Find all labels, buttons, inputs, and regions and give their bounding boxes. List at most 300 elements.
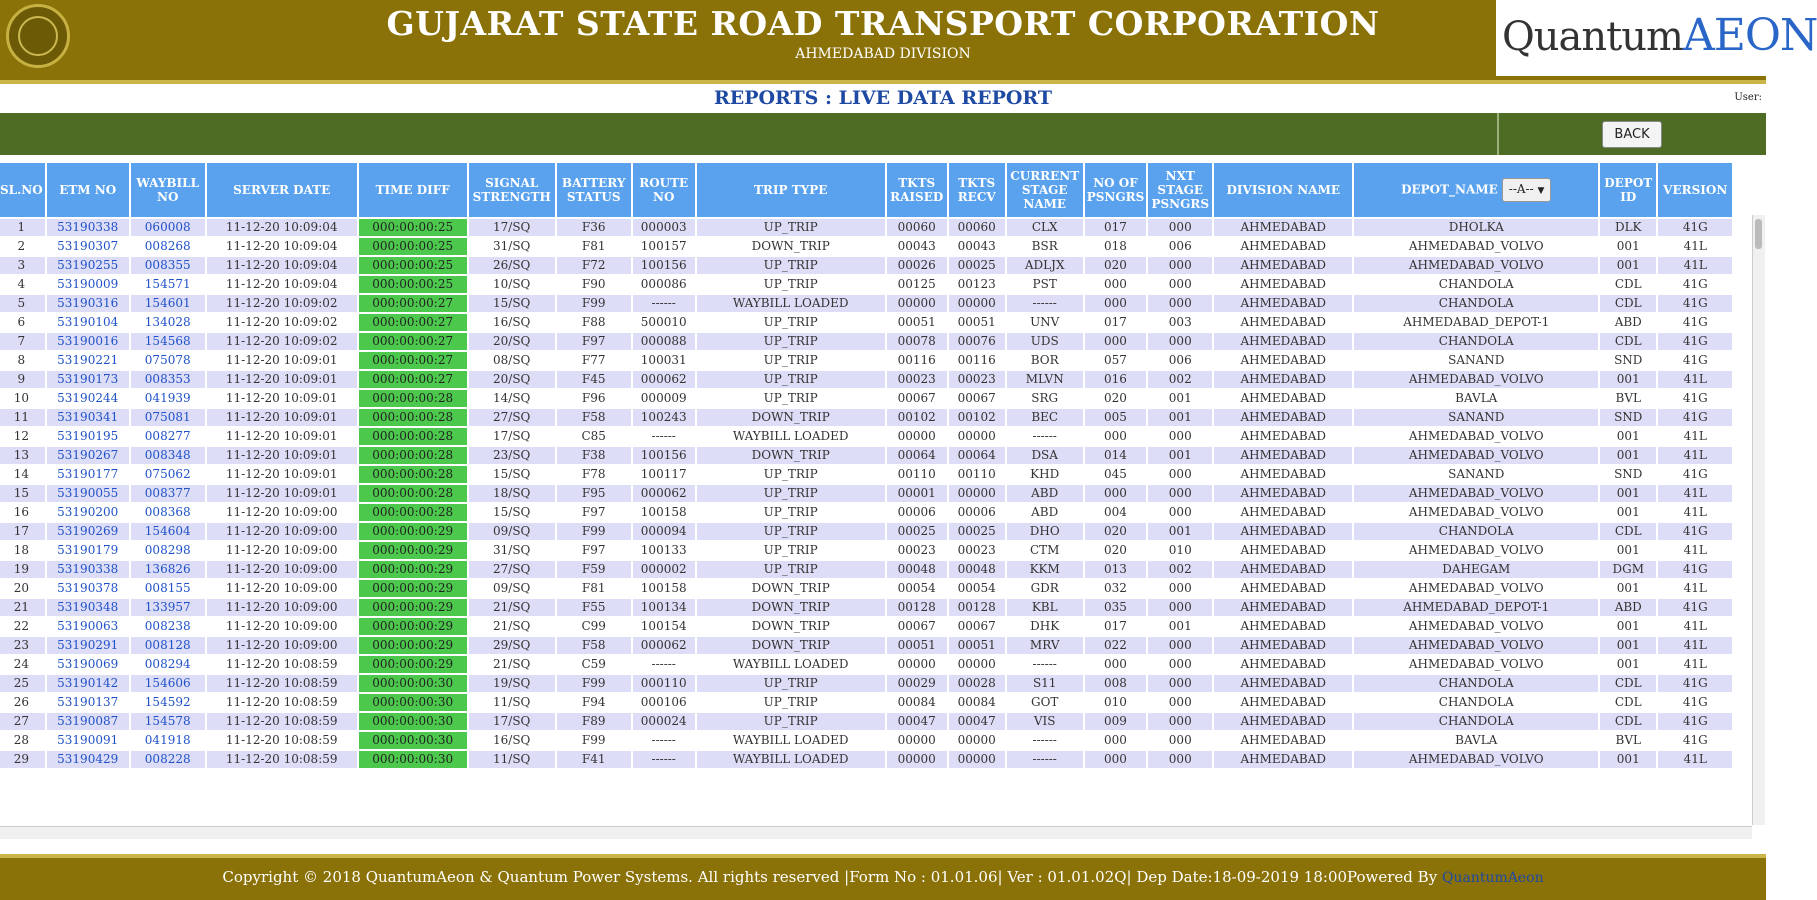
vertical-scrollbar[interactable] [1752,215,1765,825]
cell-signal-strength: 21/SQ [469,599,555,616]
cell-etm-no[interactable]: 53190348 [47,599,129,616]
cell-etm-no[interactable]: 53190091 [47,732,129,749]
cell-depot-name: AHMEDABAD_VOLVO [1354,485,1598,502]
cell-waybill-no[interactable]: 134028 [131,314,205,331]
cell-signal-strength: 29/SQ [469,637,555,654]
table-row [0,561,1732,578]
cell-depot-id: SND [1600,409,1656,426]
cell-time-diff: 000:00:00:28 [359,485,467,502]
cell-nxt-stage-psngrs: 000 [1148,656,1212,673]
cell-division-name: AHMEDABAD [1214,485,1352,502]
cell-tkts-recv: 00000 [949,732,1005,749]
cell-waybill-no[interactable]: 008353 [131,371,205,388]
cell-waybill-no[interactable]: 154601 [131,295,205,312]
cell-tkts-recv: 00051 [949,314,1005,331]
cell-battery-status: F55 [557,599,631,616]
cell-no-of-psngrs: 018 [1085,238,1147,255]
cell-server-date: 11-12-20 10:09:01 [207,409,357,426]
cell-route-no: ------ [633,428,695,445]
cell-trip-type: WAYBILL LOADED [697,751,885,768]
cell-waybill-no[interactable]: 060008 [131,219,205,236]
cell-signal-strength: 21/SQ [469,618,555,635]
cell-battery-status: F58 [557,637,631,654]
cell-signal-strength: 15/SQ [469,504,555,521]
cell-trip-type: UP_TRIP [697,390,885,407]
cell-signal-strength: 16/SQ [469,314,555,331]
cell-sl-no: 2 [0,238,45,255]
cell-tkts-raised: 00025 [887,523,947,540]
cell-etm-no[interactable]: 53190055 [47,485,129,502]
cell-signal-strength: 17/SQ [469,428,555,445]
cell-depot-id: 001 [1600,504,1656,521]
cell-division-name: AHMEDABAD [1214,732,1352,749]
cell-depot-id: DGM [1600,561,1656,578]
cell-waybill-no[interactable]: 154578 [131,713,205,730]
cell-tkts-raised: 00102 [887,409,947,426]
cell-depot-name: AHMEDABAD_VOLVO [1354,637,1598,654]
footer-copyright: Copyright © 2018 QuantumAeon & Quantum Power Systems. All rights reserved |Form No : 01.01.06| Ver : 01.01.02Q| Dep Date:18-09-2019 18:00Powered By [222,868,1438,886]
table-row [0,542,1732,559]
cell-sl-no: 24 [0,656,45,673]
cell-time-diff: 000:00:00:30 [359,751,467,768]
cell-etm-no[interactable]: 53190244 [47,390,129,407]
cell-signal-strength: 14/SQ [469,390,555,407]
cell-nxt-stage-psngrs: 001 [1148,447,1212,464]
horizontal-scrollbar[interactable] [0,826,1752,839]
cell-no-of-psngrs: 020 [1085,523,1147,540]
cell-waybill-no[interactable]: 041939 [131,390,205,407]
table-row [0,485,1732,502]
cell-version: 41G [1658,599,1732,616]
cell-nxt-stage-psngrs: 000 [1148,295,1212,312]
col-server-date: SERVER DATE [207,163,357,217]
cell-waybill-no[interactable]: 008348 [131,447,205,464]
cell-tkts-raised: 00001 [887,485,947,502]
cell-signal-strength: 15/SQ [469,466,555,483]
cell-route-no: ------ [633,295,695,312]
cell-route-no: 100243 [633,409,695,426]
report-title: REPORTS : LIVE DATA REPORT [713,87,1053,109]
cell-signal-strength: 27/SQ [469,561,555,578]
cell-waybill-no[interactable]: 154568 [131,333,205,350]
cell-battery-status: F97 [557,542,631,559]
cell-waybill-no[interactable]: 154571 [131,276,205,293]
cell-etm-no[interactable]: 53190255 [47,257,129,274]
cell-trip-type: UP_TRIP [697,713,885,730]
cell-depot-id: ABD [1600,599,1656,616]
cell-division-name: AHMEDABAD [1214,713,1352,730]
cell-division-name: AHMEDABAD [1214,618,1352,635]
cell-battery-status: C59 [557,656,631,673]
cell-division-name: AHMEDABAD [1214,238,1352,255]
cell-route-no: 100154 [633,618,695,635]
quantumaeon-logo [1496,0,1817,76]
cell-etm-no[interactable]: 53190267 [47,447,129,464]
cell-time-diff: 000:00:00:30 [359,732,467,749]
cell-depot-name: AHMEDABAD_VOLVO [1354,371,1598,388]
cell-sl-no: 27 [0,713,45,730]
cell-depot-id: SND [1600,352,1656,369]
cell-depot-id: SND [1600,466,1656,483]
cell-tkts-recv: 00067 [949,618,1005,635]
col-division-name: DIVISION NAME [1214,163,1352,217]
cell-sl-no: 4 [0,276,45,293]
cell-version: 41L [1658,257,1732,274]
cell-version: 41L [1658,238,1732,255]
cell-version: 41L [1658,751,1732,768]
cell-depot-id: 001 [1600,637,1656,654]
cell-division-name: AHMEDABAD [1214,694,1352,711]
cell-battery-status: F38 [557,447,631,464]
cell-route-no: 000062 [633,485,695,502]
cell-depot-name: CHANDOLA [1354,276,1598,293]
cell-server-date: 11-12-20 10:09:01 [207,447,357,464]
cell-tkts-recv: 00102 [949,409,1005,426]
cell-etm-no[interactable]: 53190104 [47,314,129,331]
table-row [0,219,1732,236]
cell-trip-type: DOWN_TRIP [697,238,885,255]
cell-tkts-recv: 00110 [949,466,1005,483]
cell-no-of-psngrs: 020 [1085,390,1147,407]
cell-sl-no: 8 [0,352,45,369]
cell-signal-strength: 16/SQ [469,732,555,749]
cell-waybill-no[interactable]: 008368 [131,504,205,521]
cell-version: 41L [1658,504,1732,521]
cell-no-of-psngrs: 022 [1085,637,1147,654]
cell-current-stage: ------ [1007,428,1083,445]
cell-nxt-stage-psngrs: 003 [1148,314,1212,331]
cell-current-stage: CLX [1007,219,1083,236]
cell-signal-strength: 23/SQ [469,447,555,464]
cell-depot-name: CHANDOLA [1354,333,1598,350]
cell-tkts-raised: 00125 [887,276,947,293]
cell-etm-no[interactable]: 53190195 [47,428,129,445]
brand-right: AEON [1682,10,1817,61]
cell-current-stage: ------ [1007,656,1083,673]
cell-battery-status: F99 [557,732,631,749]
cell-sl-no: 21 [0,599,45,616]
cell-tkts-raised: 00064 [887,447,947,464]
cell-tkts-recv: 00006 [949,504,1005,521]
cell-version: 41L [1658,542,1732,559]
cell-no-of-psngrs: 013 [1085,561,1147,578]
cell-battery-status: F45 [557,371,631,388]
cell-trip-type: WAYBILL LOADED [697,732,885,749]
cell-version: 41G [1658,713,1732,730]
cell-server-date: 11-12-20 10:09:04 [207,257,357,274]
table-row [0,371,1732,388]
cell-time-diff: 000:00:00:30 [359,675,467,692]
cell-no-of-psngrs: 020 [1085,257,1147,274]
cell-battery-status: F95 [557,485,631,502]
cell-server-date: 11-12-20 10:09:01 [207,352,357,369]
cell-no-of-psngrs: 035 [1085,599,1147,616]
table-row [0,466,1732,483]
cell-sl-no: 6 [0,314,45,331]
cell-tkts-raised: 00023 [887,371,947,388]
cell-tkts-raised: 00043 [887,238,947,255]
cell-etm-no[interactable]: 53190009 [47,276,129,293]
cell-etm-no[interactable]: 53190177 [47,466,129,483]
cell-waybill-no[interactable]: 075081 [131,409,205,426]
cell-depot-id: 001 [1600,618,1656,635]
table-body [0,219,1732,768]
cell-time-diff: 000:00:00:27 [359,352,467,369]
cell-tkts-raised: 00067 [887,618,947,635]
table-row [0,333,1732,350]
cell-etm-no[interactable]: 53190063 [47,618,129,635]
table-row [0,656,1732,673]
live-data-table [0,161,1734,770]
table-row [0,447,1732,464]
cell-etm-no[interactable]: 53190087 [47,713,129,730]
cell-no-of-psngrs: 000 [1085,751,1147,768]
cell-route-no: 100117 [633,466,695,483]
cell-time-diff: 000:00:00:28 [359,447,467,464]
cell-route-no: 100133 [633,542,695,559]
table-row [0,675,1732,692]
cell-sl-no: 3 [0,257,45,274]
cell-current-stage: GOT [1007,694,1083,711]
cell-signal-strength: 17/SQ [469,713,555,730]
cell-trip-type: UP_TRIP [697,675,885,692]
cell-tkts-raised: 00048 [887,561,947,578]
cell-depot-name: AHMEDABAD_DEPOT-1 [1354,314,1598,331]
cell-sl-no: 10 [0,390,45,407]
cell-tkts-raised: 00000 [887,732,947,749]
cell-waybill-no[interactable]: 154604 [131,523,205,540]
cell-battery-status: F99 [557,523,631,540]
cell-signal-strength: 21/SQ [469,656,555,673]
cell-tkts-raised: 00000 [887,656,947,673]
cell-waybill-no[interactable]: 075078 [131,352,205,369]
scroll-thumb[interactable] [1755,219,1762,249]
cell-etm-no[interactable]: 53190378 [47,580,129,597]
cell-sl-no: 14 [0,466,45,483]
cell-etm-no[interactable]: 53190137 [47,694,129,711]
cell-nxt-stage-psngrs: 001 [1148,390,1212,407]
cell-sl-no: 22 [0,618,45,635]
cell-division-name: AHMEDABAD [1214,675,1352,692]
cell-tkts-recv: 00028 [949,675,1005,692]
cell-current-stage: UDS [1007,333,1083,350]
col-current-stage: CURRENT STAGE NAME [1007,163,1083,217]
cell-version: 41G [1658,675,1732,692]
cell-waybill-no[interactable]: 008355 [131,257,205,274]
cell-waybill-no[interactable]: 008238 [131,618,205,635]
cell-time-diff: 000:00:00:28 [359,428,467,445]
cell-waybill-no[interactable]: 008277 [131,428,205,445]
table-row [0,599,1732,616]
cell-depot-name: AHMEDABAD_VOLVO [1354,257,1598,274]
cell-depot-name: CHANDOLA [1354,523,1598,540]
cell-signal-strength: 08/SQ [469,352,555,369]
cell-time-diff: 000:00:00:25 [359,219,467,236]
cell-waybill-no[interactable]: 154606 [131,675,205,692]
table-row [0,428,1732,445]
cell-current-stage: ------ [1007,295,1083,312]
cell-server-date: 11-12-20 10:09:00 [207,580,357,597]
table-row [0,713,1732,730]
cell-waybill-no[interactable]: 008377 [131,485,205,502]
cell-trip-type: UP_TRIP [697,504,885,521]
cell-etm-no[interactable]: 53190291 [47,637,129,654]
cell-sl-no: 19 [0,561,45,578]
page-footer [0,854,1766,900]
col-waybill-no: WAYBILL NO [131,163,205,217]
cell-route-no: 100158 [633,504,695,521]
cell-etm-no[interactable]: 53190429 [47,751,129,768]
cell-time-diff: 000:00:00:29 [359,618,467,635]
back-button[interactable]: BACK [1602,121,1662,148]
cell-route-no: 000088 [633,333,695,350]
cell-etm-no[interactable]: 53190179 [47,542,129,559]
cell-waybill-no[interactable]: 041918 [131,732,205,749]
cell-battery-status: F99 [557,295,631,312]
cell-depot-name: AHMEDABAD_VOLVO [1354,656,1598,673]
col-tkts-recv: TKTS RECV [949,163,1005,217]
cell-waybill-no[interactable]: 008155 [131,580,205,597]
cell-depot-id: 001 [1600,542,1656,559]
cell-depot-id: 001 [1600,238,1656,255]
cell-depot-name: BAVLA [1354,390,1598,407]
table-row [0,257,1732,274]
live-data-table-container [0,161,1752,821]
cell-server-date: 11-12-20 10:09:04 [207,276,357,293]
cell-tkts-recv: 00047 [949,713,1005,730]
cell-trip-type: UP_TRIP [697,314,885,331]
depot-filter-dropdown[interactable] [1502,178,1552,202]
cell-route-no: 000002 [633,561,695,578]
cell-depot-id: CDL [1600,276,1656,293]
cell-nxt-stage-psngrs: 000 [1148,219,1212,236]
cell-version: 41G [1658,295,1732,312]
report-title-bar [0,84,1766,112]
cell-waybill-no[interactable]: 008298 [131,542,205,559]
cell-version: 41L [1658,428,1732,445]
cell-waybill-no[interactable]: 154592 [131,694,205,711]
cell-depot-id: DLK [1600,219,1656,236]
cell-server-date: 11-12-20 10:08:59 [207,713,357,730]
cell-battery-status: C99 [557,618,631,635]
cell-version: 41G [1658,219,1732,236]
cell-nxt-stage-psngrs: 000 [1148,713,1212,730]
cell-signal-strength: 11/SQ [469,694,555,711]
cell-tkts-recv: 00000 [949,295,1005,312]
cell-battery-status: F72 [557,257,631,274]
cell-etm-no[interactable]: 53190016 [47,333,129,350]
cell-etm-no[interactable]: 53190269 [47,523,129,540]
cell-tkts-raised: 00029 [887,675,947,692]
cell-waybill-no[interactable]: 008294 [131,656,205,673]
cell-division-name: AHMEDABAD [1214,276,1352,293]
cell-etm-no[interactable]: 53190307 [47,238,129,255]
cell-waybill-no[interactable]: 008128 [131,637,205,654]
cell-no-of-psngrs: 032 [1085,580,1147,597]
col-version: VERSION [1658,163,1732,217]
cell-sl-no: 26 [0,694,45,711]
cell-waybill-no[interactable]: 075062 [131,466,205,483]
cell-tkts-recv: 00060 [949,219,1005,236]
cell-etm-no[interactable]: 53190316 [47,295,129,312]
cell-tkts-raised: 00006 [887,504,947,521]
cell-nxt-stage-psngrs: 006 [1148,238,1212,255]
cell-waybill-no[interactable]: 008268 [131,238,205,255]
cell-depot-id: 001 [1600,257,1656,274]
cell-server-date: 11-12-20 10:08:59 [207,694,357,711]
cell-signal-strength: 10/SQ [469,276,555,293]
cell-nxt-stage-psngrs: 000 [1148,485,1212,502]
cell-server-date: 11-12-20 10:09:04 [207,238,357,255]
cell-sl-no: 12 [0,428,45,445]
cell-division-name: AHMEDABAD [1214,257,1352,274]
cell-route-no: 000086 [633,276,695,293]
cell-version: 41L [1658,656,1732,673]
cell-waybill-no[interactable]: 133957 [131,599,205,616]
col-etm-no: ETM NO [47,163,129,217]
cell-etm-no[interactable]: 53190200 [47,504,129,521]
col-battery-status: BATTERY STATUS [557,163,631,217]
cell-version: 41L [1658,580,1732,597]
cell-division-name: AHMEDABAD [1214,371,1352,388]
cell-server-date: 11-12-20 10:09:00 [207,504,357,521]
table-row [0,314,1732,331]
cell-current-stage: BOR [1007,352,1083,369]
cell-battery-status: F97 [557,333,631,350]
action-bar [0,113,1766,155]
cell-depot-name: DHOLKA [1354,219,1598,236]
cell-nxt-stage-psngrs: 000 [1148,428,1212,445]
cell-nxt-stage-psngrs: 000 [1148,504,1212,521]
cell-waybill-no[interactable]: 008228 [131,751,205,768]
cell-depot-name: DAHEGAM [1354,561,1598,578]
cell-etm-no[interactable]: 53190069 [47,656,129,673]
cell-etm-no[interactable]: 53190338 [47,561,129,578]
cell-tkts-recv: 00048 [949,561,1005,578]
cell-depot-name: SANAND [1354,352,1598,369]
cell-battery-status: F78 [557,466,631,483]
cell-battery-status: F94 [557,694,631,711]
cell-trip-type: UP_TRIP [697,276,885,293]
cell-signal-strength: 20/SQ [469,333,555,350]
table-row [0,504,1732,521]
chevron-down-icon: ▼ [1537,186,1545,196]
col-no-of-psngrs: NO OF PSNGRS [1085,163,1147,217]
col-tkts-raised: TKTS RAISED [887,163,947,217]
cell-no-of-psngrs: 000 [1085,485,1147,502]
cell-no-of-psngrs: 000 [1085,333,1147,350]
cell-server-date: 11-12-20 10:09:04 [207,219,357,236]
cell-sl-no: 25 [0,675,45,692]
cell-trip-type: DOWN_TRIP [697,580,885,597]
cell-battery-status: F89 [557,713,631,730]
cell-current-stage: PST [1007,276,1083,293]
cell-current-stage: ABD [1007,485,1083,502]
cell-etm-no[interactable]: 53190221 [47,352,129,369]
cell-etm-no[interactable]: 53190338 [47,219,129,236]
cell-signal-strength: 18/SQ [469,485,555,502]
cell-etm-no[interactable]: 53190173 [47,371,129,388]
cell-no-of-psngrs: 020 [1085,542,1147,559]
cell-depot-name: AHMEDABAD_VOLVO [1354,504,1598,521]
cell-time-diff: 000:00:00:29 [359,656,467,673]
cell-etm-no[interactable]: 53190341 [47,409,129,426]
cell-waybill-no[interactable]: 136826 [131,561,205,578]
cell-etm-no[interactable]: 53190142 [47,675,129,692]
cell-current-stage: GDR [1007,580,1083,597]
cell-current-stage: KHD [1007,466,1083,483]
cell-version: 41G [1658,694,1732,711]
